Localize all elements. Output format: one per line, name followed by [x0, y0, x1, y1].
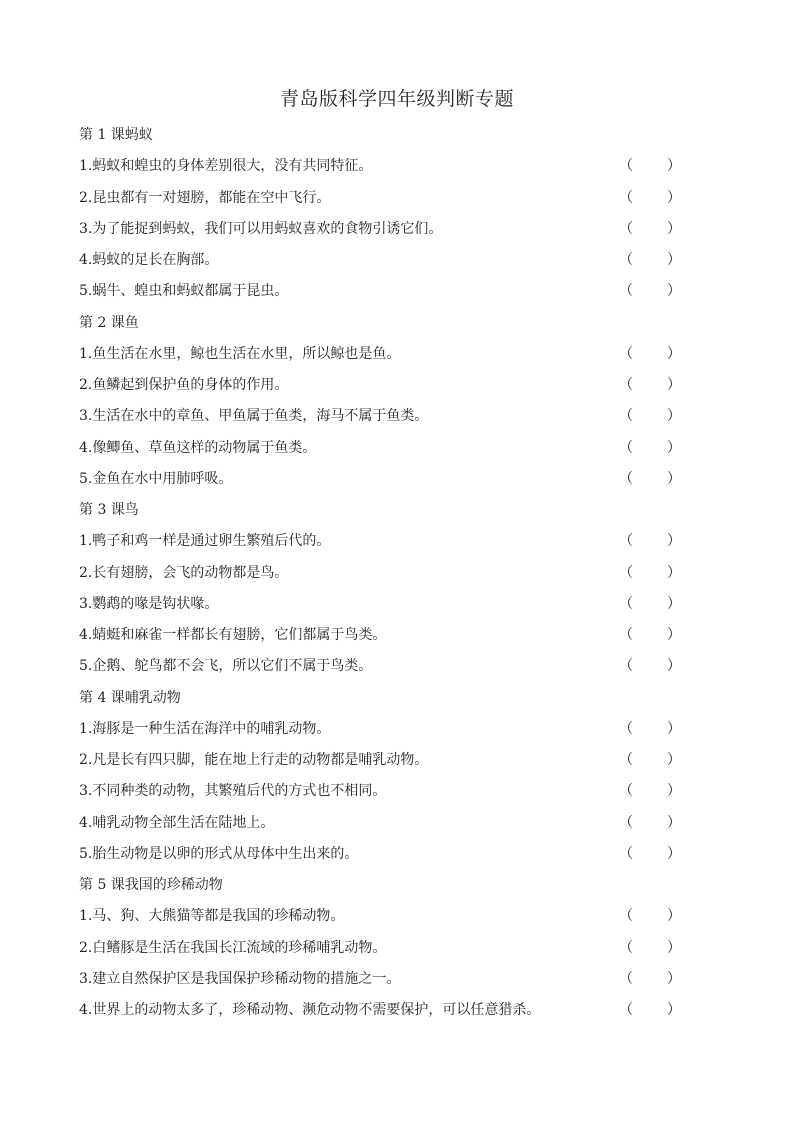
answer-bracket-close: ）	[667, 595, 681, 612]
answer-bracket-close: ）	[667, 439, 681, 456]
answer-bracket-close: ）	[667, 845, 681, 862]
section-heading	[79, 683, 679, 714]
answer-bracket-close: ）	[667, 283, 681, 300]
question-text: 1.鱼生活在水里，鲸也生活在水里，所以鲸也是鱼。	[79, 345, 401, 362]
answer-bracket-open: （	[619, 439, 633, 456]
answer-bracket-close: ）	[667, 252, 681, 268]
answer-bracket-open: （	[619, 939, 633, 956]
answer-bracket-close: ）	[667, 720, 681, 737]
answer-bracket-close: ）	[667, 220, 681, 237]
question-list	[79, 120, 679, 1026]
section-heading	[79, 495, 679, 526]
answer-bracket-open: （	[619, 220, 633, 237]
answer-bracket-open: （	[619, 752, 633, 768]
answer-bracket-close: ）	[667, 627, 681, 643]
question-text: 2.长有翅膀，会飞的动物都是鸟。	[79, 564, 289, 581]
answer-bracket-open: （	[619, 908, 633, 925]
answer-bracket-close: ）	[667, 658, 681, 675]
question-row	[79, 558, 679, 589]
section-heading	[79, 870, 679, 901]
question-text: 2.鱼鳞起到保护鱼的身体的作用。	[79, 377, 289, 393]
question-row	[79, 933, 679, 964]
question-row	[79, 245, 679, 276]
question-row	[79, 964, 679, 995]
answer-bracket-open: （	[619, 252, 633, 268]
answer-bracket-open: （	[619, 158, 633, 175]
question-row	[79, 776, 679, 807]
section-heading-text: 第 2 课鱼	[79, 314, 139, 331]
question-text: 3.鹦鹉的喙是钩状喙。	[79, 595, 219, 612]
question-row	[79, 370, 679, 401]
answer-bracket-open: （	[619, 970, 633, 987]
question-row	[79, 839, 679, 870]
answer-bracket-close: ）	[667, 377, 681, 393]
question-row	[79, 183, 679, 214]
answer-bracket-open: （	[619, 408, 633, 425]
section-heading-text: 第 4 课哺乳动物	[79, 689, 181, 706]
answer-bracket-open: （	[619, 470, 633, 487]
question-row	[79, 401, 679, 432]
question-row	[79, 901, 679, 932]
answer-bracket-open: （	[619, 283, 633, 300]
answer-bracket-close: ）	[667, 533, 681, 550]
answer-bracket-open: （	[619, 595, 633, 612]
answer-bracket-open: （	[619, 564, 633, 581]
question-row	[79, 214, 679, 245]
question-row	[79, 995, 679, 1026]
question-text: 4.世界上的动物太多了，珍稀动物、濒危动物不需要保护，可以任意猎杀。	[79, 1002, 541, 1018]
question-row	[79, 745, 679, 776]
question-text: 3.为了能捉到蚂蚁，我们可以用蚂蚁喜欢的食物引诱它们。	[79, 220, 443, 237]
question-text: 4.像鲫鱼、草鱼这样的动物属于鱼类。	[79, 439, 317, 456]
section-heading	[79, 120, 679, 151]
answer-bracket-close: ）	[667, 970, 681, 987]
question-text: 1.海豚是一种生活在海洋中的哺乳动物。	[79, 720, 331, 737]
answer-bracket-close: ）	[667, 345, 681, 362]
question-row	[79, 433, 679, 464]
question-text: 2.昆虫都有一对翅膀，都能在空中飞行。	[79, 189, 331, 206]
answer-bracket-close: ）	[667, 814, 681, 831]
answer-bracket-open: （	[619, 377, 633, 393]
answer-bracket-open: （	[619, 345, 633, 362]
question-text: 5.胎生动物是以卵的形式从母体中生出来的。	[79, 845, 359, 862]
question-row	[79, 151, 679, 182]
answer-bracket-close: ）	[667, 908, 681, 925]
question-text: 4.哺乳动物全部生活在陆地上。	[79, 814, 275, 831]
answer-bracket-close: ）	[667, 189, 681, 206]
question-row	[79, 620, 679, 651]
section-heading-text: 第 3 课鸟	[79, 502, 139, 518]
answer-bracket-open: （	[619, 627, 633, 643]
answer-bracket-close: ）	[667, 752, 681, 768]
answer-bracket-open: （	[619, 658, 633, 675]
question-text: 3.不同种类的动物，其繁殖后代的方式也不相同。	[79, 783, 387, 800]
section-heading-text: 第 1 课蚂蚁	[79, 127, 153, 143]
answer-bracket-close: ）	[667, 158, 681, 175]
question-text: 1.马、狗、大熊猫等都是我国的珍稀动物。	[79, 908, 345, 925]
answer-bracket-open: （	[619, 814, 633, 831]
question-text: 5.蜗牛、蝗虫和蚂蚁都属于昆虫。	[79, 283, 289, 300]
question-text: 1.蚂蚁和蝗虫的身体差别很大，没有共同特征。	[79, 158, 373, 175]
section-heading	[79, 308, 679, 339]
question-text: 3.建立自然保护区是我国保护珍稀动物的措施之一。	[79, 970, 401, 987]
question-row	[79, 651, 679, 682]
question-text: 4.蜻蜓和麻雀一样都长有翅膀，它们都属于鸟类。	[79, 627, 387, 643]
question-row	[79, 808, 679, 839]
question-text: 5.企鹅、鸵鸟都不会飞，所以它们不属于鸟类。	[79, 658, 373, 675]
page-title: 青岛版科学四年级判断专题	[279, 88, 514, 110]
answer-bracket-open: （	[619, 845, 633, 862]
answer-bracket-close: ）	[667, 470, 681, 487]
question-row	[79, 276, 679, 307]
answer-bracket-close: ）	[667, 783, 681, 800]
question-row	[79, 714, 679, 745]
answer-bracket-open: （	[619, 720, 633, 737]
answer-bracket-close: ）	[667, 564, 681, 581]
question-text: 2.白鳍豚是生活在我国长江流域的珍稀哺乳动物。	[79, 939, 387, 956]
question-text: 5.金鱼在水中用肺呼吸。	[79, 470, 233, 487]
question-row	[79, 589, 679, 620]
answer-bracket-close: ）	[667, 408, 681, 425]
answer-bracket-close: ）	[667, 939, 681, 956]
answer-bracket-open: （	[619, 533, 633, 550]
question-row	[79, 339, 679, 370]
question-row	[79, 464, 679, 495]
question-text: 3.生活在水中的章鱼、甲鱼属于鱼类，海马不属于鱼类。	[79, 408, 429, 425]
question-row	[79, 526, 679, 557]
section-heading-text: 第 5 课我国的珍稀动物	[79, 877, 223, 893]
question-text: 1.鸭子和鸡一样是通过卵生繁殖后代的。	[79, 533, 331, 550]
answer-bracket-open: （	[619, 783, 633, 800]
answer-bracket-close: ）	[667, 1002, 681, 1018]
answer-bracket-open: （	[619, 1002, 633, 1018]
question-text: 2.凡是长有四只脚，能在地上行走的动物都是哺乳动物。	[79, 752, 429, 768]
answer-bracket-open: （	[619, 189, 633, 206]
question-text: 4.蚂蚁的足长在胸部。	[79, 252, 219, 268]
